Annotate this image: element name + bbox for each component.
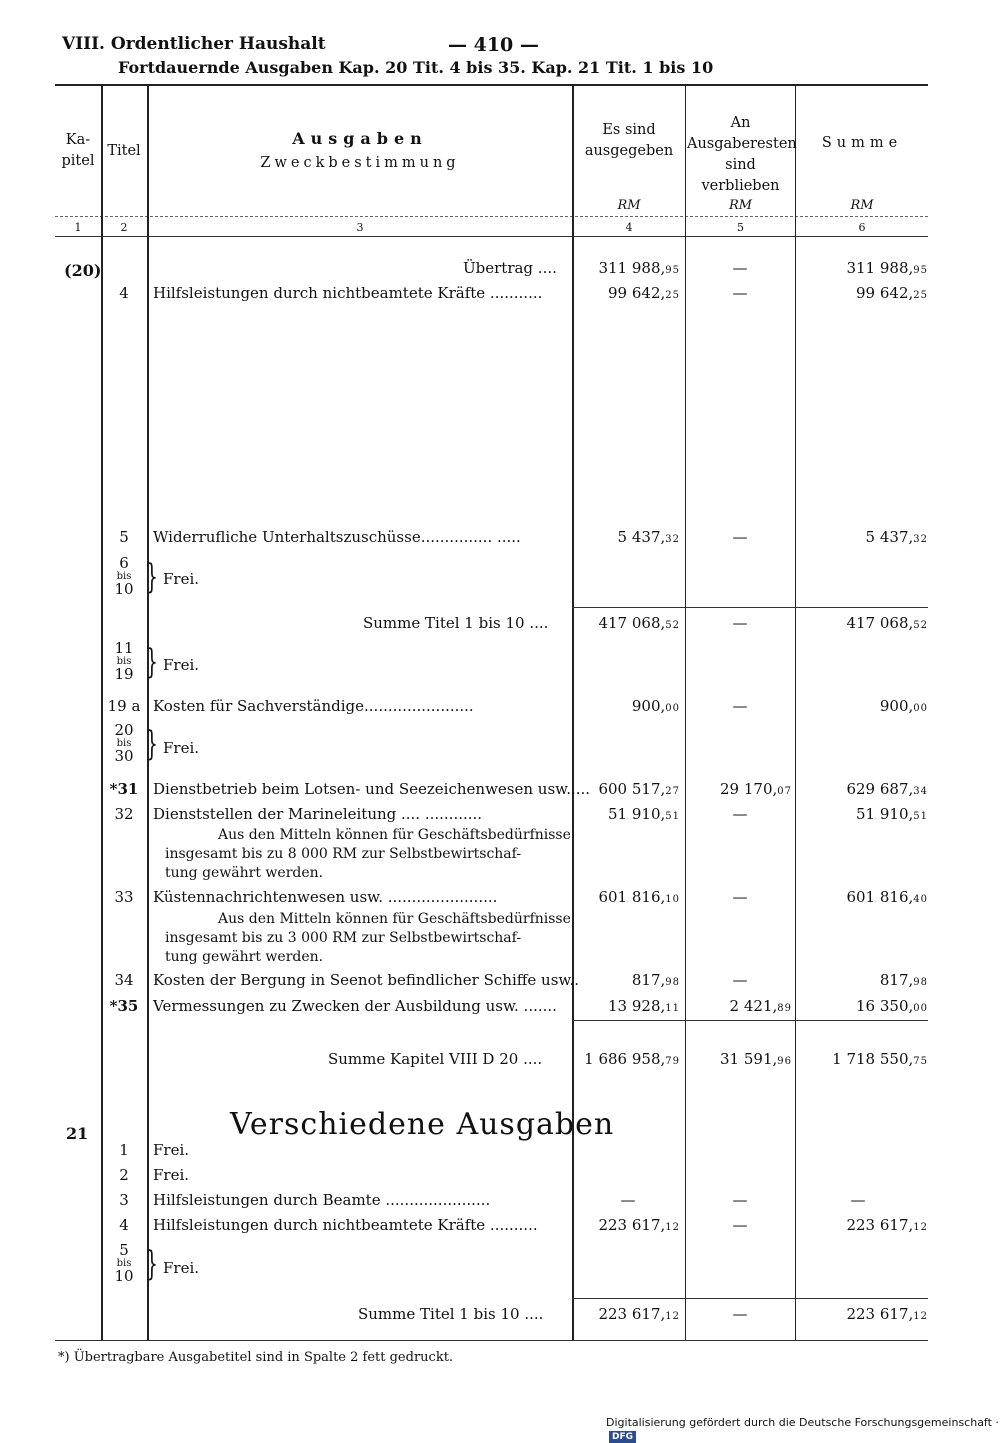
sum-value-col4: 1 686 958,79 <box>584 1050 680 1068</box>
unit-label-col6: RM <box>850 198 874 213</box>
row-value-col4: 5 437,32 <box>617 528 680 546</box>
row-value-col5: — <box>732 971 748 989</box>
col-head-ausgegeben: Es sind ausgegeben <box>584 122 674 159</box>
titel-number: 4 <box>119 1216 129 1234</box>
row-value-col5: — <box>732 1191 748 1209</box>
row-value-col4: 223 617,12 <box>598 1216 680 1234</box>
row-note: Aus den Mitteln können für Geschäftsbedürfnisse <box>218 911 571 927</box>
titel-number: 1 <box>119 1141 129 1159</box>
row-value-col6: 5 437,32 <box>865 528 928 546</box>
footnote: *) Übertragbare Ausgabetitel sind in Spalte 2 fett gedruckt. <box>58 1350 454 1365</box>
col-number-1: 1 <box>74 221 82 234</box>
row-text: Frei. <box>163 739 200 757</box>
titel-number: 34 <box>114 971 134 989</box>
row-text: Vermessungen zu Zwecken der Ausbildung usw. ....... <box>153 997 557 1015</box>
titel-number: *31 <box>109 780 139 798</box>
col-head-summe: Summe <box>821 135 903 151</box>
sum-rule <box>572 1298 928 1299</box>
kapitel-label: 21 <box>66 1124 89 1143</box>
row-value-col4: 900,00 <box>631 697 680 715</box>
row-note: insgesamt bis zu 8 000 RM zur Selbstbewirtschaf- <box>165 846 522 862</box>
sum-value-col5: — <box>732 1305 748 1323</box>
sum-rule <box>572 1020 928 1021</box>
section-heading: Verschiedene Ausgaben <box>230 1107 615 1142</box>
row-value-col6: 601 816,40 <box>846 888 928 906</box>
row-value-col4: 51 910,51 <box>608 805 680 823</box>
titel-number: *35 <box>109 997 139 1015</box>
header-bottom-rule <box>55 236 928 237</box>
row-text: Frei. <box>163 656 200 674</box>
row-value-col5: — <box>732 805 748 823</box>
row-value-col6: — <box>850 1191 866 1209</box>
row-value-col5: — <box>732 259 748 277</box>
row-value-col4: 817,98 <box>631 971 680 989</box>
unit-label-col4: RM <box>617 198 641 213</box>
sum-value-col4: 223 617,12 <box>598 1305 680 1323</box>
col-number-5: 5 <box>737 221 744 234</box>
units-rule <box>55 216 928 217</box>
row-value-col5: 29 170,07 <box>720 780 792 798</box>
row-value-col5: — <box>732 284 748 302</box>
row-text: Widerrufliche Unterhaltszuschüsse............... ..... <box>153 528 521 546</box>
section-title: VIII. Ordentlicher Haushalt <box>62 34 326 54</box>
row-value-col4: — <box>620 1191 636 1209</box>
row-text: Hilfsleistungen durch nichtbeamtete Kräfte ........... <box>153 284 543 302</box>
row-text: Frei. <box>153 1166 190 1184</box>
sum-value-col6: 417 068,52 <box>846 614 928 632</box>
row-text: Hilfsleistungen durch Beamte ...................... <box>153 1191 491 1209</box>
row-note: Aus den Mitteln können für Geschäftsbedürfnisse <box>218 827 571 843</box>
col-head-titel: Titel <box>107 143 141 159</box>
sum-value-col6: 223 617,12 <box>846 1305 928 1323</box>
sum-label: Summe Titel 1 bis 10 .... <box>358 1305 544 1323</box>
row-note: tung gewährt werden. <box>165 865 324 881</box>
row-text: Übertrag .... <box>463 259 557 277</box>
row-note: tung gewährt werden. <box>165 949 324 965</box>
row-text: Frei. <box>163 570 200 588</box>
row-value-col6: 311 988,95 <box>846 259 928 277</box>
row-value-col6: 51 910,51 <box>856 805 928 823</box>
row-value-col6: 900,00 <box>879 697 928 715</box>
row-value-col4: 99 642,25 <box>608 284 680 302</box>
brace-icon: } <box>146 724 158 764</box>
sum-label: Summe Titel 1 bis 10 .... <box>363 614 549 632</box>
sum-value-col5: 31 591,96 <box>720 1050 792 1068</box>
row-text: Küstennachrichtenwesen usw. ....................... <box>153 888 498 906</box>
row-text: Dienstbetrieb beim Lotsen- und Seezeichenwesen usw..... <box>153 780 591 798</box>
sum-value-col5: — <box>732 614 748 632</box>
row-text: Frei. <box>163 1259 200 1277</box>
titel-number: 19 a <box>107 697 141 715</box>
row-value-col6: 629 687,34 <box>846 780 928 798</box>
row-value-col6: 16 350,00 <box>856 997 928 1015</box>
page-subtitle: Fortdauernde Ausgaben Kap. 20 Tit. 4 bis 35. Kap. 21 Tit. 1 bis 10 <box>118 58 714 77</box>
col-divider-5 <box>795 85 796 1341</box>
col-divider-4 <box>685 85 686 1341</box>
row-value-col4: 600 517,27 <box>598 780 680 798</box>
kapitel-label: (20) <box>64 261 102 280</box>
col-number-6: 6 <box>858 221 866 234</box>
digitization-credit: Digitalisierung gefördert durch die Deutsche Forschungsgemeinschaft ·DFG <box>606 1416 999 1442</box>
titel-range: 20 bis 30 <box>114 721 134 765</box>
sum-rule <box>572 607 928 608</box>
titel-number: 2 <box>119 1166 129 1184</box>
titel-number: 32 <box>114 805 134 823</box>
row-value-col6: 817,98 <box>879 971 928 989</box>
row-value-col5: — <box>732 1216 748 1234</box>
titel-range: 11 bis 19 <box>114 639 134 683</box>
table-bottom-rule <box>55 1340 928 1341</box>
titel-number: 3 <box>119 1191 129 1209</box>
col-divider-3 <box>572 85 574 1341</box>
brace-icon: } <box>146 1244 158 1284</box>
col-divider-2 <box>147 85 149 1341</box>
brace-icon: } <box>146 557 158 597</box>
row-text: Frei. <box>153 1141 190 1159</box>
col-head-ausgaben: Ausgaben Zweckbestimmung <box>260 129 460 171</box>
row-value-col4: 13 928,11 <box>608 997 680 1015</box>
row-value-col6: 99 642,25 <box>856 284 928 302</box>
sum-value-col4: 417 068,52 <box>598 614 680 632</box>
col-head-ausgabereste: An Ausgaberesten sind verblieben <box>687 115 797 194</box>
row-value-col5: — <box>732 528 748 546</box>
row-text: Hilfsleistungen durch nichtbeamtete Kräfte .......... <box>153 1216 538 1234</box>
titel-range: 6 bis 10 <box>114 554 134 598</box>
row-note: insgesamt bis zu 3 000 RM zur Selbstbewirtschaf- <box>165 930 522 946</box>
row-value-col6: 223 617,12 <box>846 1216 928 1234</box>
titel-range: 5 bis 10 <box>114 1241 134 1285</box>
row-value-col4: 601 816,10 <box>598 888 680 906</box>
row-text: Dienststellen der Marineleitung .... ............ <box>153 805 483 823</box>
table-top-rule <box>55 84 928 86</box>
row-value-col4: 311 988,95 <box>598 259 680 277</box>
row-value-col5: — <box>732 888 748 906</box>
titel-number: 5 <box>119 528 129 546</box>
sum-label: Summe Kapitel VIII D 20 .... <box>328 1050 543 1068</box>
dfg-logo-icon: DFG <box>609 1431 636 1443</box>
col-number-4: 4 <box>625 221 633 234</box>
col-number-3: 3 <box>356 221 364 234</box>
page-number: — 410 — <box>448 34 539 56</box>
row-text: Kosten der Bergung in Seenot befindlicher Schiffe usw.. <box>153 971 579 989</box>
col-head-kapitel: Ka- pitel <box>61 132 95 169</box>
row-value-col5: 2 421,89 <box>729 997 792 1015</box>
titel-number: 33 <box>114 888 134 906</box>
row-text: Kosten für Sachverständige....................... <box>153 697 474 715</box>
unit-label-col5: RM <box>728 198 753 213</box>
sum-value-col6: 1 718 550,75 <box>832 1050 928 1068</box>
brace-icon: } <box>146 642 158 682</box>
titel-number: 4 <box>119 284 129 302</box>
col-number-2: 2 <box>120 221 128 234</box>
row-value-col5: — <box>732 697 748 715</box>
